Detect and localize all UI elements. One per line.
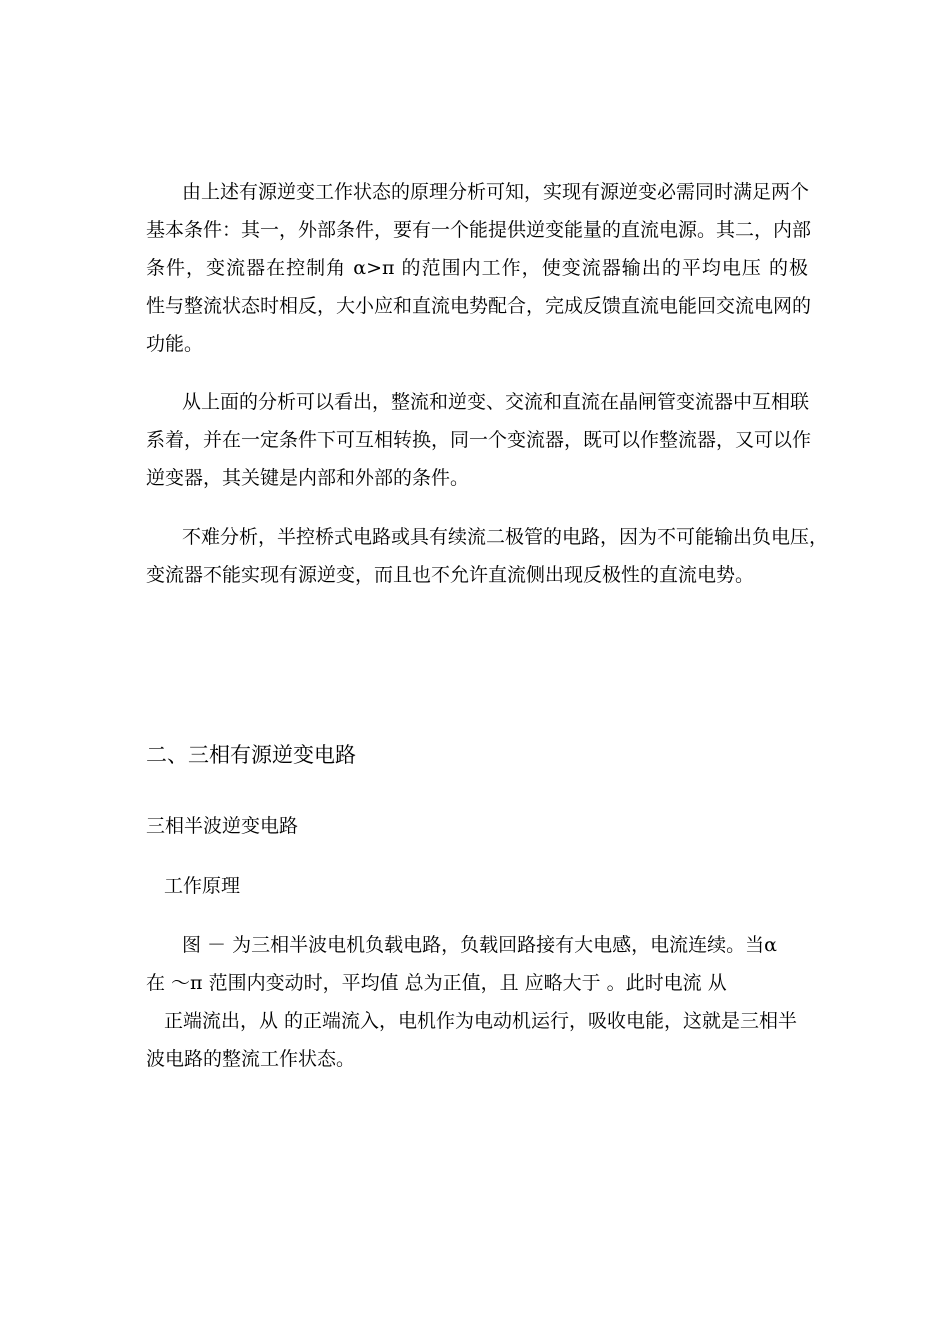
text-line: 在 ～π 范围内变动时，平均值 总为正值，且 应略大于 。此时电流 从 (146, 972, 727, 994)
text-line: 条件，变流器在控制角 α>π 的范围内工作，使变流器输出的平均电压 的极 (146, 257, 808, 279)
text-line: 波电路的整流工作状态。 (146, 1048, 356, 1070)
text-line: 功能。 (146, 333, 204, 355)
text-line: 基本条件：其一，外部条件，要有一个能提供逆变能量的直流电源。其二，内部 (146, 219, 812, 241)
subsubsection-heading: 工作原理 (164, 875, 241, 897)
text-line: 系着，并在一定条件下可互相转换，同一个变流器，既可以作整流器，又可以作 (146, 429, 812, 451)
section-heading: 二、三相有源逆变电路 (146, 743, 356, 767)
text-line: 变流器不能实现有源逆变，而且也不允许直流侧出现反极性的直流电势。 (146, 564, 755, 586)
text-line: 性与整流状态时相反，大小应和直流电势配合，完成反馈直流电能回交流电网的 (146, 295, 812, 317)
text-line: 逆变器，其关键是内部和外部的条件。 (146, 467, 470, 489)
text-line: 由上述有源逆变工作状态的原理分析可知，实现有源逆变必需同时满足两个 (182, 181, 810, 203)
text-line: 不难分析，半控桥式电路或具有续流二极管的电路，因为不可能输出负电压， (182, 526, 829, 548)
text-line: 从上面的分析可以看出，整流和逆变、交流和直流在晶闸管变流器中互相联 (182, 391, 810, 413)
text-line: 图 － 为三相半波电机负载电路，负载回路接有大电感，电流连续。当α (182, 934, 777, 956)
subsection-heading: 三相半波逆变电路 (146, 815, 299, 837)
text-line: 正端流出，从 的正端流入，电机作为电动机运行，吸收电能，这就是三相半 (164, 1010, 798, 1032)
